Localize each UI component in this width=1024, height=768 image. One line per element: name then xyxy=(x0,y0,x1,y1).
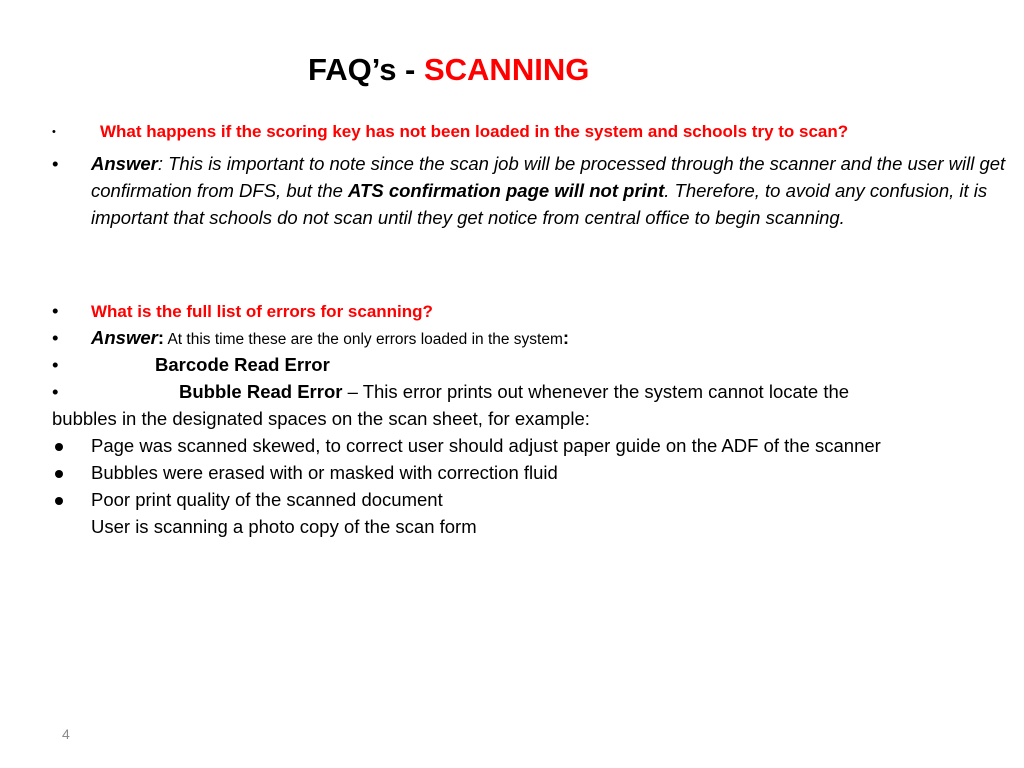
example-text: Bubbles were erased with or masked with correction fluid xyxy=(91,462,558,483)
faq1-question-line xyxy=(52,118,848,146)
bullet: • xyxy=(52,354,59,375)
example-item xyxy=(52,486,443,513)
bullet: • xyxy=(52,153,59,174)
bullet: • xyxy=(52,327,59,348)
example-text: Poor print quality of the scanned document xyxy=(91,489,443,510)
bullet: • xyxy=(52,381,59,402)
slide-title xyxy=(308,52,589,88)
error1-label: Barcode Read Error xyxy=(155,354,330,375)
example-continuation: User is scanning a photo copy of the scan form xyxy=(91,516,477,537)
title-highlight: SCANNING xyxy=(423,52,590,87)
title-prefix: FAQ’s - xyxy=(308,52,424,87)
error2-label: Bubble Read Error xyxy=(179,381,343,402)
error2-continuation: bubbles in the designated spaces on the scan sheet, for example: xyxy=(52,408,590,429)
slide-number: 4 xyxy=(62,726,70,742)
bullet-dot-icon xyxy=(55,497,63,505)
faq1-question: What happens if the scoring key has not been loaded in the system and schools try to scan? xyxy=(100,122,849,141)
faq2-question: What is the full list of errors for scanning? xyxy=(91,302,433,321)
error2-text: – This error prints out whenever the system cannot locate the xyxy=(342,381,850,402)
faq2-answer-text: At this time these are the only errors loaded in the system xyxy=(164,331,563,348)
bullet-dot-icon xyxy=(55,470,63,478)
faq2-answer-colon: : xyxy=(157,327,164,348)
faq1-answer-text-1: : This is important to note since the scan job will be processed through the scanner and the user will get confirmation from DFS, but the xyxy=(91,153,1006,201)
faq2-answer-label: Answer xyxy=(91,327,158,348)
faq2-question-line xyxy=(52,297,433,325)
bullet: • xyxy=(52,300,59,321)
faq1-answer-bullet xyxy=(52,150,58,177)
faq1-answer xyxy=(91,150,1006,231)
bullet-dot-icon xyxy=(55,443,63,451)
bullet: • xyxy=(52,126,56,139)
faq2-answer-line xyxy=(52,324,569,353)
error2-line xyxy=(52,378,849,405)
faq1-answer-label: Answer xyxy=(91,153,158,174)
example-item xyxy=(52,459,558,486)
example-item xyxy=(52,432,881,459)
faq1-answer-bold: ATS confirmation page will not print xyxy=(348,180,665,201)
error1-line xyxy=(52,351,330,378)
example-text: Page was scanned skewed, to correct user should adjust paper guide on the ADF of the scanner xyxy=(91,435,881,456)
faq2-answer-end-colon: : xyxy=(562,327,570,348)
faq1-answer-text-2: . Therefore, to avoid any confusion, it is important that schools do not scan until they get notice from central office to begin scanning. xyxy=(91,180,988,228)
